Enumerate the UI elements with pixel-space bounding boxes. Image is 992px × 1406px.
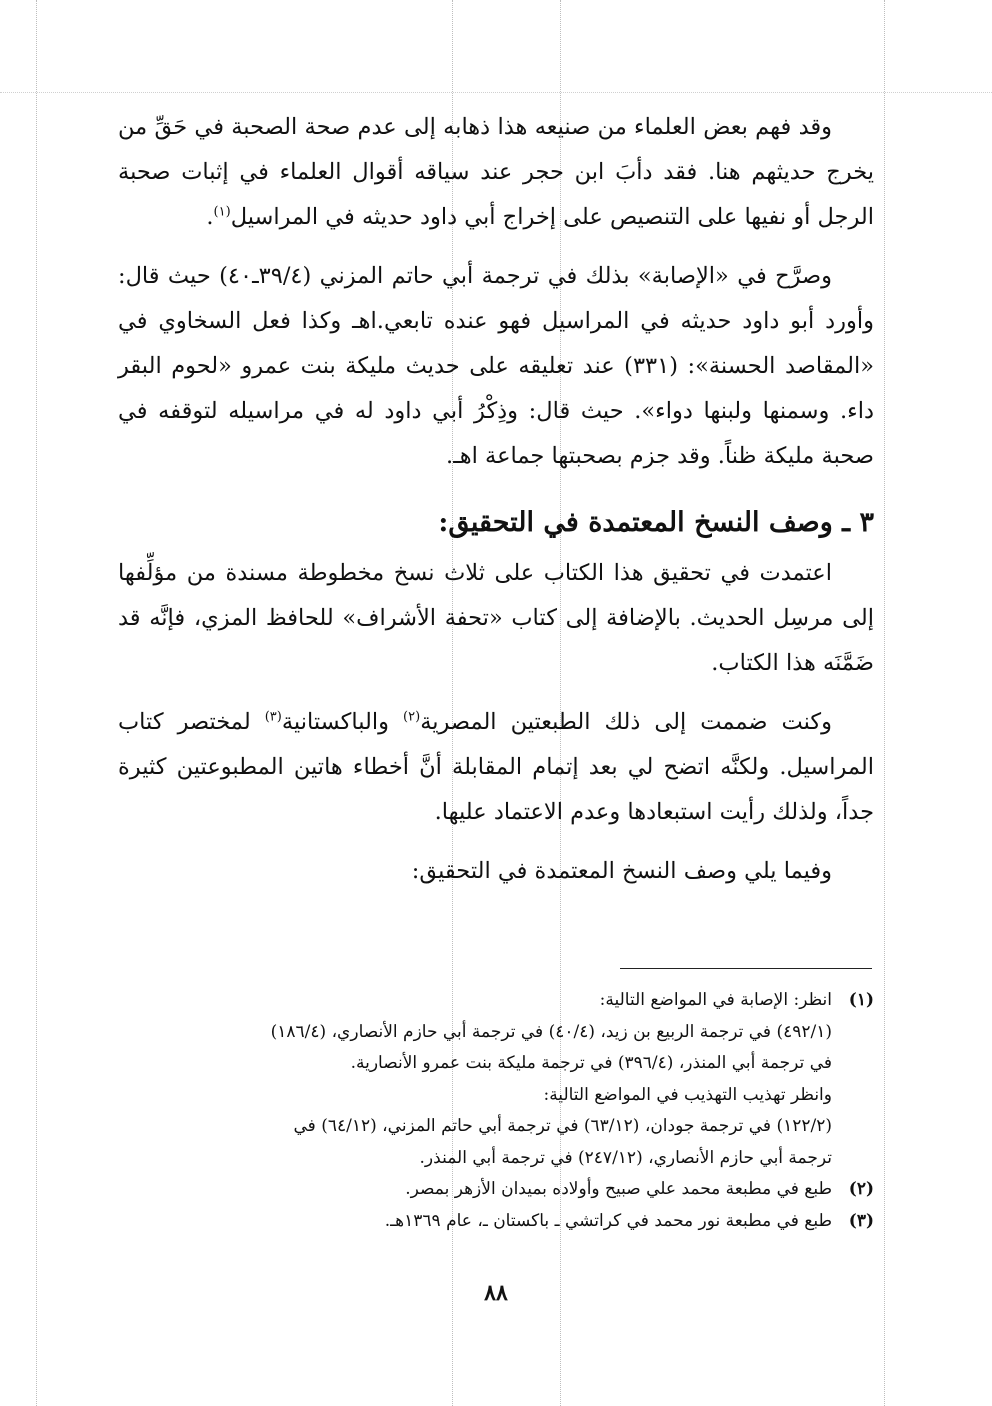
- footnote-separator: [620, 968, 872, 969]
- footnote-line: في ترجمة أبي المنذر، (٣٩٦/٤) في ترجمة مليكة بنت عمرو الأنصارية.: [350, 1053, 832, 1073]
- footnote-ref-1[interactable]: (١): [213, 204, 231, 220]
- section-heading: ٣ ـ وصف النسخ المعتمدة في التحقيق:: [438, 507, 874, 538]
- footnote-2: [118, 1174, 874, 1206]
- paragraph-1-end: .: [206, 204, 214, 230]
- footnote-line: (٤٩٢/١) في ترجمة الربيع بن زيد، (٤٠/٤) في ترجمة أبي حازم الأنصاري، (١٨٦/٤): [270, 1021, 832, 1042]
- footnote-line: وانظر تهذيب التهذيب في المواضع التالية:: [543, 1084, 832, 1105]
- paragraph-1: [118, 105, 874, 240]
- footnote-number: (١): [848, 990, 874, 1010]
- paragraph-5: وفيما يلي وصف النسخ المعتمدة في التحقيق:: [411, 858, 832, 884]
- paragraph-3: اعتمدت في تحقيق هذا الكتاب على ثلاث نسخ مخطوطة مسندة من مؤلِّفها إلى مرسِل الحديث. بالإضافة إلى كتاب «تحفة الأشراف» للحافظ المزي، فإنَّه قد ضَمَّنَه هذا الكتاب.: [118, 560, 874, 676]
- paragraph-1-text: وقد فهم بعض العلماء من صنيعه هذا ذهابه إلى عدم صحة الصحبة في حَقِّ من يخرج حديثهم هنا. فقد دأبَ ابن حجر عند سياقه أقوال العلماء في إثبات صحبة الرجل أو نفيها على التنصيص على إخراج أبي داود حديثه في المراسيل: [118, 114, 874, 230]
- footnote-1: [118, 985, 874, 1174]
- footnote-body: [118, 1206, 832, 1238]
- footnote-number: (٣): [848, 1210, 874, 1231]
- page-body: [118, 105, 874, 908]
- footnote-line: طبع في مطبعة محمد علي صبيح وأولاده بميدان الأزهر بمصر.: [405, 1179, 832, 1199]
- footnote-ref-3[interactable]: (٣): [264, 709, 282, 725]
- footnote-body: [118, 1174, 832, 1206]
- footnotes: [118, 985, 874, 1237]
- paragraph-4: [118, 700, 874, 835]
- footnote-line: (١٢٢/٢) في ترجمة جودان، (٦٣/١٢) في ترجمة أبي حاتم المزني، (٦٤/١٢) في: [293, 1116, 832, 1136]
- page-number: ٨٨: [484, 1280, 508, 1306]
- footnote-line: ترجمة أبي حازم الأنصاري، (٢٤٧/١٢) في ترجمة أبي المنذر.: [419, 1147, 832, 1168]
- paragraph-2: وصرَّح في «الإصابة» بذلك في ترجمة أبي حاتم المزني (٣٩/٤ـ٤٠) حيث قال: وأورد أبو داود حديثه في المراسيل فهو عنده تابعي.اهـ وكذا فعل السخاوي في «المقاصد الحسنة»: (٣٣١) عند تعليقه على حديث مليكة بنت عمرو «لحوم البقر داء. وسمنها ولبنها دواء». حيث قال: وذِكْرُ أبي داود له في مراسيله لتوقفه في صحبة مليكة ظناً. وقد جزم بصحبتها جماعة اهـ.: [118, 263, 874, 469]
- scan-artifact-line: [884, 0, 885, 1406]
- paragraph-4-text-c: لمختصر كتاب المراسيل. ولكنَّه اتضح لي بعد إتمام المقابلة أنَّ أخطاء هاتين المطبوعتين كثيرة جداً، ولذلك رأيت استبعادها وعدم الاعتماد عليها.: [118, 709, 874, 825]
- paragraph-4-text-b: والباكستانية: [281, 709, 404, 735]
- scan-artifact-line: [0, 92, 992, 93]
- footnote-line: طبع في مطبعة نور محمد في كراتشي ـ باكستان ـ، عام ١٣٦٩هـ.: [384, 1210, 832, 1231]
- footnote-3: [118, 1206, 874, 1238]
- footnote-line: انظر: الإصابة في المواضع التالية:: [599, 990, 832, 1010]
- scan-artifact-line: [36, 0, 37, 1406]
- footnote-number: (٢): [848, 1179, 874, 1199]
- footnote-body: [118, 985, 832, 1174]
- paragraph-4-text-a: وكنت ضممت إلى ذلك الطبعتين المصرية: [420, 709, 832, 735]
- footnote-ref-2[interactable]: (٢): [403, 709, 421, 725]
